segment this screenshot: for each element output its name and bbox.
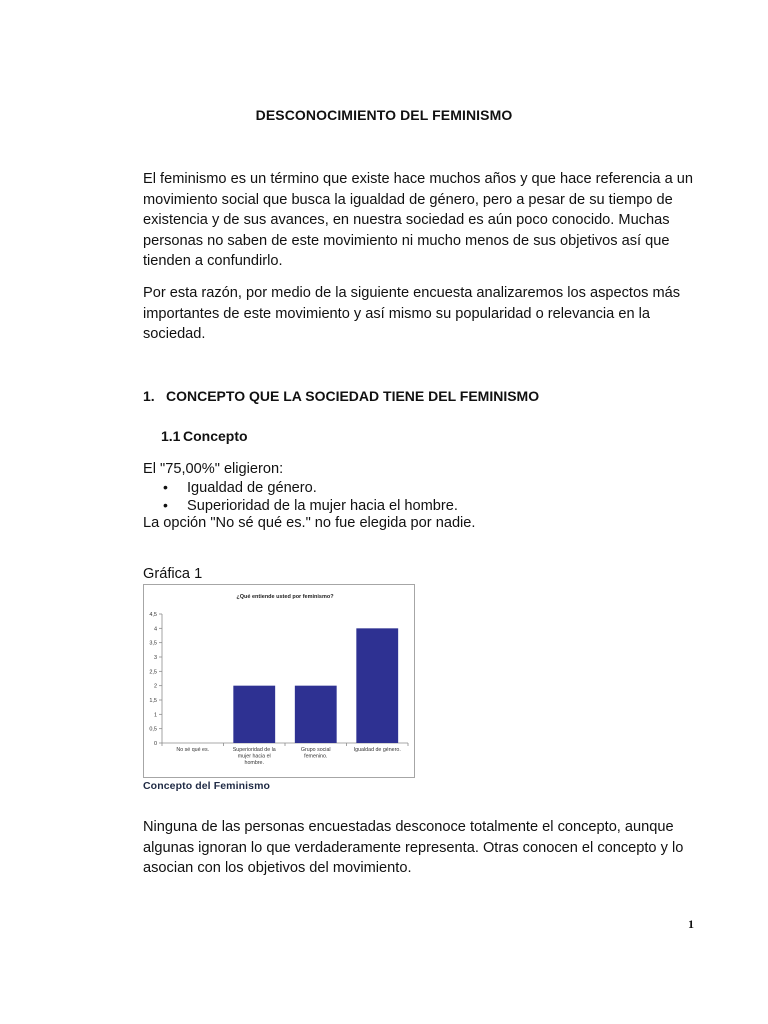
intro-paragraph: El feminismo es un término que existe hace muchos años y que hace referencia a un movimiento social que busca la igualdad de género, pero a pesar de su tiempo de existencia y de sus avances, en nuestra sociedad es aún poco conocido. Muchas personas no saben de este movimiento ni mucho menos de sus objetivos así que tienden a confundirlo. [143,171,694,269]
option-note-line: La opción "No sé qué es." no fue elegida por nadie. [143,515,476,531]
x-tick-label: Grupo social [300,747,331,753]
x-tick-label: mujer hacia el [237,753,271,760]
y-tick-label: 1,5 [149,698,157,704]
chart-canvas [144,585,414,777]
bar [295,686,337,743]
y-tick-label: 4,5 [149,612,157,618]
x-tick-label: femenino. [304,753,328,760]
x-tick-label: Superioridad de la [232,747,276,753]
bar-chart [143,584,415,778]
y-tick-label: 0,5 [149,726,157,733]
chart-label: Gráfica 1 [143,566,203,582]
y-tick-label: 3 [153,655,157,661]
x-tick-label: hombre. [244,759,264,766]
subsection-title: Concepto [183,428,248,444]
subsection-heading [161,428,248,444]
bar [356,628,398,743]
y-tick-label: 3,5 [149,640,157,647]
x-tick-label: No sé qué es. [176,747,210,753]
list-item [163,496,458,515]
x-tick-label: Igualdad de género. [353,747,401,753]
document-title: DESCONOCIMIENTO DEL FEMINISMO [255,107,513,123]
chart-caption: Concepto del Feminismo [143,780,271,792]
y-tick-label: 1 [153,712,157,719]
list-item-text: Superioridad de la mujer hacia el hombre. [187,498,458,514]
y-tick-label: 2 [153,683,157,690]
result-intro-line: El "75,00%" eligieron: [143,461,284,477]
subsection-number: 1.1 [161,428,181,444]
y-tick-label: 0 [153,741,157,747]
section-heading [143,388,539,404]
purpose-paragraph: Por esta razón, por medio de la siguiente encuesta analizaremos los aspectos más importantes de este movimiento y así mismo su popularidad o relevancia en la sociedad. [143,285,681,342]
y-tick-label: 2,5 [149,669,157,676]
page-number: 1 [688,917,694,931]
list-item-text: Igualdad de género. [187,480,317,496]
section-title: CONCEPTO QUE LA SOCIEDAD TIENE DEL FEMINISMO [166,388,540,404]
bar [233,686,275,743]
bullet-icon: • [163,479,168,495]
y-tick-label: 4 [153,626,157,633]
bullet-icon: • [163,497,168,513]
section-number: 1. [143,388,155,404]
chart-title: ¿Qué entiende usted por feminismo? [236,594,334,600]
list-item [163,478,317,497]
conclusion-paragraph: Ninguna de las personas encuestadas desconoce totalmente el concepto, aunque algunas ignoran lo que verdaderamente representa. Otras conocen el concepto y lo asocian con los objetivos del movimiento. [143,819,684,876]
